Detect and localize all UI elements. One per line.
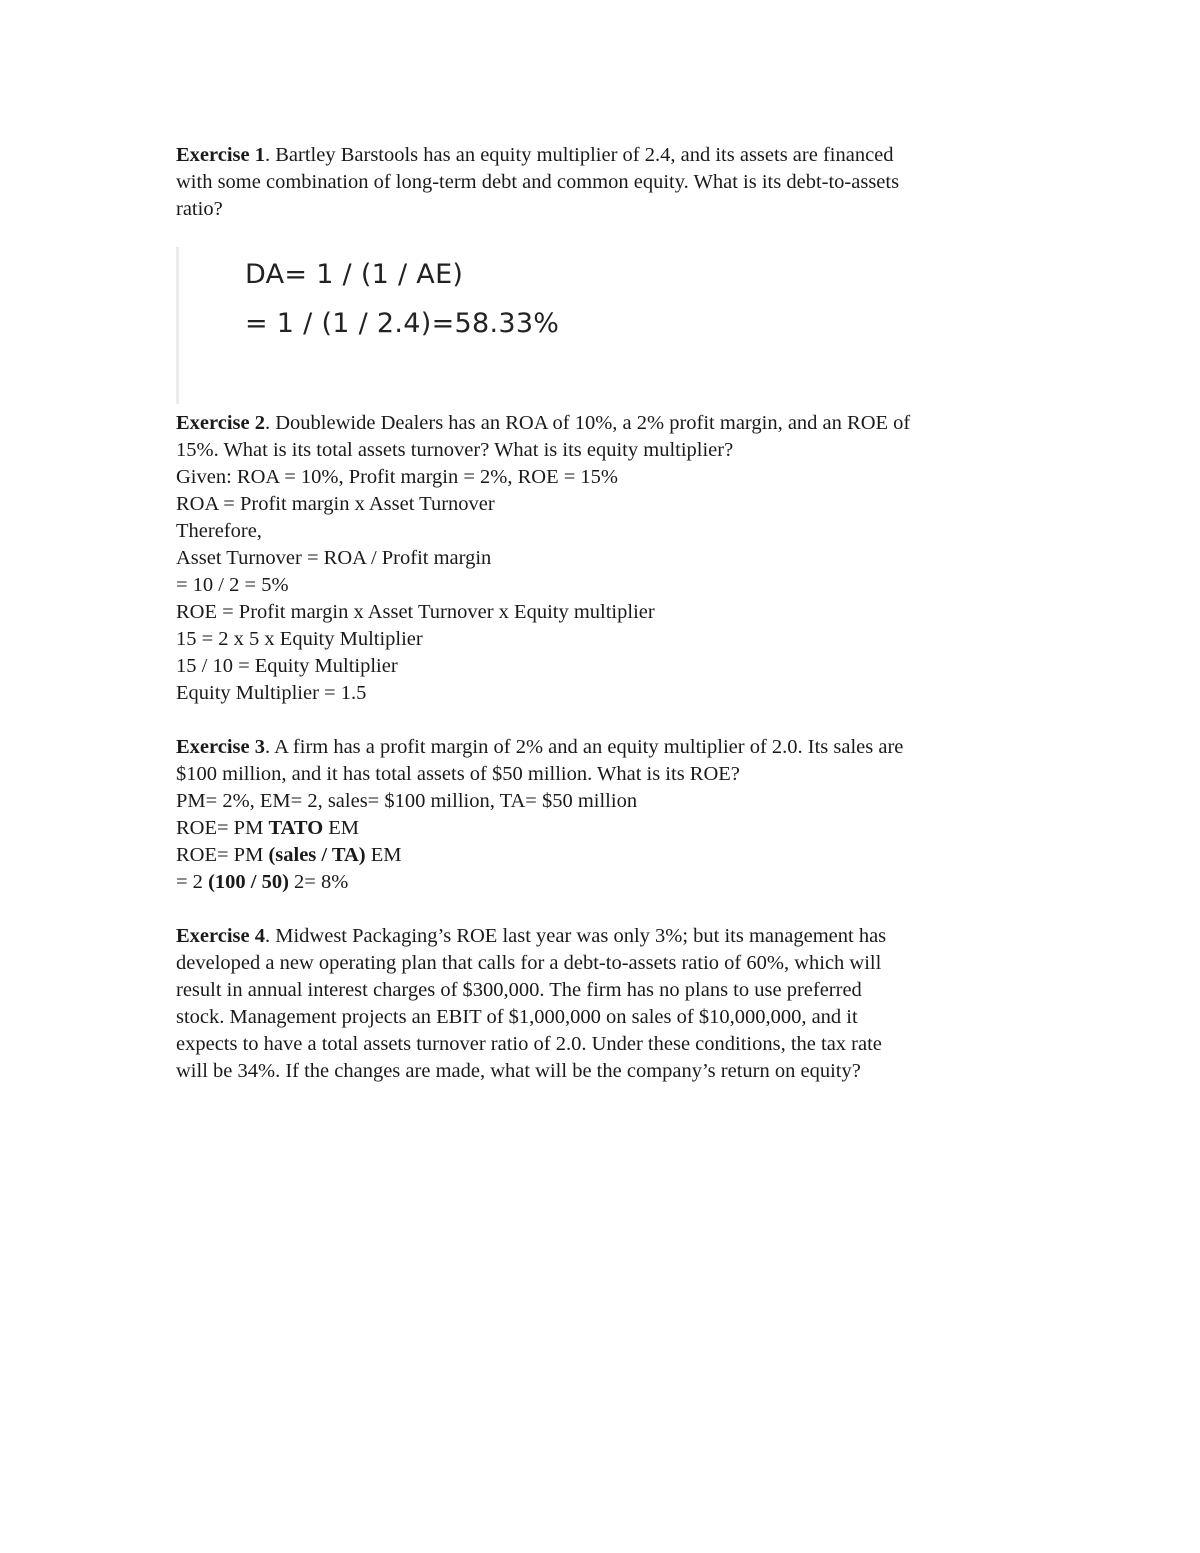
exercise-1-text-1: . Bartley Barstools has an equity multiplier of 2.4, and its assets are financed [265, 144, 894, 166]
exercise-3-line-2: $100 million, and it has total assets of $50 million. What is its ROE? [176, 763, 740, 785]
roe-line-1-bold: TATO [268, 817, 324, 839]
roe-line-2-pre: ROE= PM [176, 844, 269, 866]
exercise-3-roe-line-2 [176, 842, 1036, 869]
exercise-4-line-2: developed a new operating plan that calls for a debt-to-assets ratio of 60%, which will [176, 952, 882, 974]
exercise-2-line-11: Equity Multiplier = 1.5 [176, 682, 367, 704]
roe-line-2-post: EM [365, 844, 402, 866]
formula-line-1: DA= 1 / (1 / AE) [245, 259, 464, 290]
document-body [176, 142, 1036, 1085]
exercise-3-text-1: . A firm has a profit margin of 2% and an equity multiplier of 2.0. Its sales are [265, 736, 904, 758]
formula-line-2: = 1 / (1 / 2.4)=58.33% [245, 308, 560, 339]
exercise-1 [176, 142, 1036, 223]
roe-line-3-post: 2= 8% [288, 871, 349, 893]
exercise-3-roe-line-3 [176, 869, 1036, 896]
exercise-2-label: Exercise 2 [176, 412, 265, 434]
exercise-2-line-4: ROA = Profit margin x Asset Turnover [176, 493, 495, 515]
exercise-1-line-2: with some combination of long-term debt and common equity. What is its debt-to-assets [176, 171, 900, 193]
exercise-2 [176, 410, 1036, 707]
exercise-2-line-7: = 10 / 2 = 5% [176, 574, 289, 596]
exercise-1-line-1 [176, 142, 1036, 169]
exercise-3 [176, 734, 1036, 896]
exercise-4-line-3: result in annual interest charges of $300,000. The firm has no plans to use preferred [176, 979, 862, 1001]
exercise-3-label: Exercise 3 [176, 736, 265, 758]
exercise-2-line-2: 15%. What is its total assets turnover? What is its equity multiplier? [176, 439, 734, 461]
exercise-3-line-1 [176, 734, 1036, 761]
formula-image [176, 247, 1036, 404]
exercise-4-text-1: . Midwest Packaging’s ROE last year was only 3%; but its management has [265, 925, 887, 947]
exercise-4-line-5: expects to have a total assets turnover ratio of 2.0. Under these conditions, the tax rate [176, 1033, 882, 1055]
exercise-4-line-6: will be 34%. If the changes are made, what will be the company’s return on equity? [176, 1060, 861, 1082]
exercise-2-line-3: Given: ROA = 10%, Profit margin = 2%, ROE = 15% [176, 466, 619, 488]
exercise-2-text-1: . Doublewide Dealers has an ROA of 10%, a 2% profit margin, and an ROE of [265, 412, 911, 434]
exercise-1-line-3: ratio? [176, 198, 223, 220]
exercise-2-line-5: Therefore, [176, 520, 262, 542]
exercise-2-line-6: Asset Turnover = ROA / Profit margin [176, 547, 492, 569]
roe-line-3-bold: (100 / 50) [208, 871, 289, 893]
exercise-4-label: Exercise 4 [176, 925, 265, 947]
roe-line-3-pre: = 2 [176, 871, 209, 893]
roe-line-2-bold: (sales / TA) [268, 844, 366, 866]
roe-line-1-pre: ROE= PM [176, 817, 269, 839]
exercise-3-roe-line-1 [176, 815, 1036, 842]
roe-line-1-post: EM [323, 817, 360, 839]
exercise-4 [176, 923, 1036, 1085]
exercise-2-line-8: ROE = Profit margin x Asset Turnover x Equity multiplier [176, 601, 655, 623]
exercise-4-line-4: stock. Management projects an EBIT of $1,000,000 on sales of $10,000,000, and it [176, 1006, 858, 1028]
exercise-4-line-1 [176, 923, 1036, 950]
exercise-2-line-9: 15 = 2 x 5 x Equity Multiplier [176, 628, 423, 650]
exercise-2-line-1 [176, 410, 1036, 437]
exercise-2-line-10: 15 / 10 = Equity Multiplier [176, 655, 398, 677]
exercise-1-label: Exercise 1 [176, 144, 265, 166]
exercise-3-line-3: PM= 2%, EM= 2, sales= $100 million, TA= $50 million [176, 790, 638, 812]
